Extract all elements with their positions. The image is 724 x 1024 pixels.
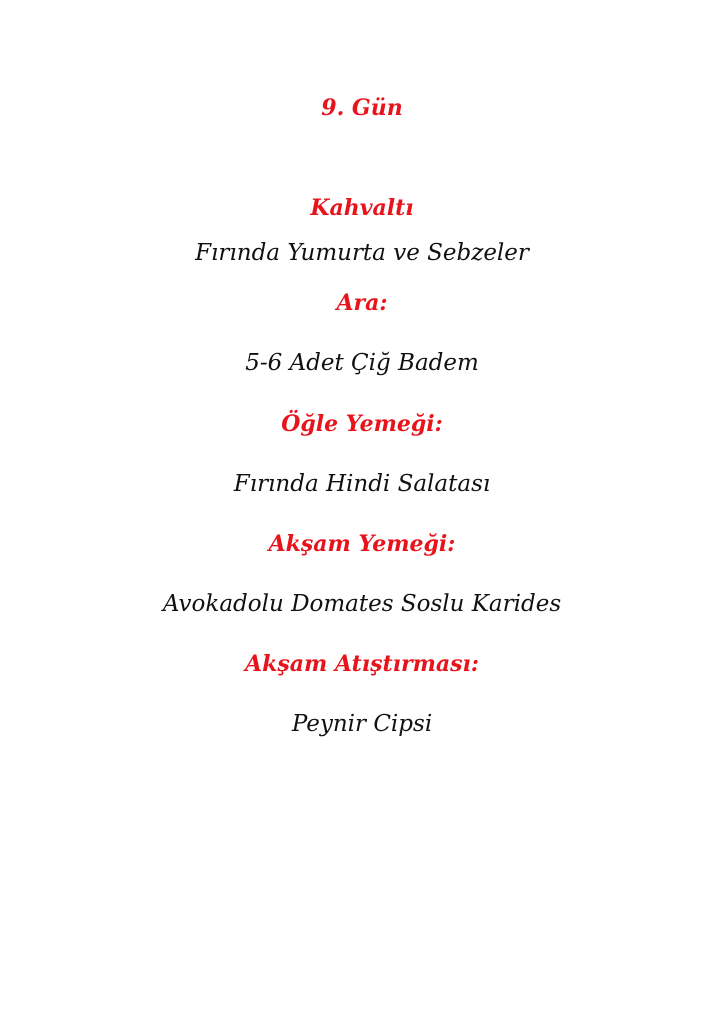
heading-snack: Ara: <box>336 290 388 316</box>
item-lunch: Fırında Hindi Salatası <box>233 471 491 497</box>
item-snack: 5-6 Adet Çiğ Badem <box>245 350 479 376</box>
heading-breakfast: Kahvaltı <box>310 195 414 221</box>
day-title: 9. Gün <box>321 95 403 121</box>
heading-dinner: Akşam Yemeği: <box>268 531 456 557</box>
item-dinner: Avokadolu Domates Soslu Karides <box>162 591 562 617</box>
item-breakfast: Fırında Yumurta ve Sebzeler <box>195 240 529 266</box>
heading-lunch: Öğle Yemeği: <box>281 411 443 437</box>
item-evening-snack: Peynir Cipsi <box>291 711 433 737</box>
heading-evening-snack: Akşam Atıştırması: <box>245 651 479 677</box>
